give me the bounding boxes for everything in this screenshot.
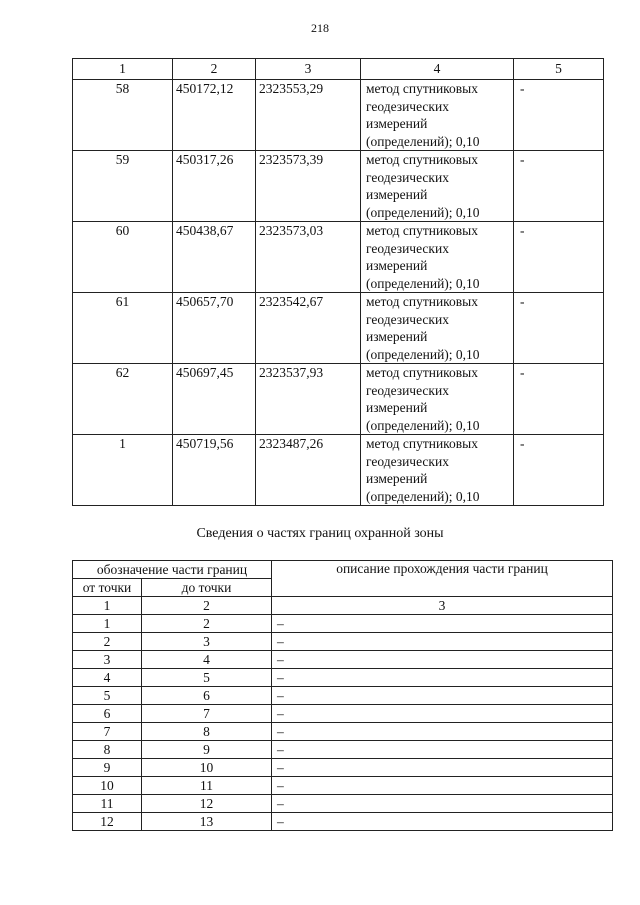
- table-row: [73, 777, 613, 795]
- method-line: метод спутниковых: [366, 81, 478, 96]
- point-number: 62: [73, 364, 173, 435]
- column-number: 2: [142, 597, 272, 615]
- to-point: 9: [142, 741, 272, 759]
- method-line: измерений: [366, 471, 428, 486]
- note: -: [514, 80, 604, 151]
- to-point: 6: [142, 687, 272, 705]
- method-line: измерений: [366, 400, 428, 415]
- from-point: 11: [73, 795, 142, 813]
- point-number: 1: [73, 435, 173, 506]
- y-coordinate: 2323573,03: [256, 222, 361, 293]
- table-row: [73, 651, 613, 669]
- method-line: измерений: [366, 116, 428, 131]
- from-point: 1: [73, 615, 142, 633]
- column-number: 1: [73, 59, 173, 80]
- from-point: 4: [73, 669, 142, 687]
- determination-method: [361, 293, 514, 364]
- part-description: –: [272, 813, 613, 831]
- y-coordinate: 2323537,93: [256, 364, 361, 435]
- point-number: 59: [73, 151, 173, 222]
- point-number: 61: [73, 293, 173, 364]
- part-description: –: [272, 759, 613, 777]
- y-coordinate: 2323553,29: [256, 80, 361, 151]
- column-number: 4: [361, 59, 514, 80]
- from-point: 6: [73, 705, 142, 723]
- method-line: геодезических: [366, 382, 449, 398]
- table-row: [73, 80, 604, 151]
- y-coordinate: 2323573,39: [256, 151, 361, 222]
- method-line: геодезических: [366, 98, 449, 114]
- method-line: метод спутниковых: [366, 223, 478, 238]
- method-line: геодезических: [366, 453, 449, 469]
- table-row: [73, 813, 613, 831]
- part-description: –: [272, 777, 613, 795]
- note: -: [514, 435, 604, 506]
- table-row: [73, 669, 613, 687]
- method-line: метод спутниковых: [366, 365, 478, 380]
- determination-method: [361, 364, 514, 435]
- from-point: 12: [73, 813, 142, 831]
- part-description: –: [272, 669, 613, 687]
- method-line: метод спутниковых: [366, 294, 478, 309]
- table-row: [73, 687, 613, 705]
- part-description: –: [272, 633, 613, 651]
- to-point: 4: [142, 651, 272, 669]
- from-point: 10: [73, 777, 142, 795]
- method-line: геодезических: [366, 240, 449, 256]
- determination-method: [361, 222, 514, 293]
- method-line: (определений); 0,10: [366, 488, 480, 504]
- table-row: [73, 723, 613, 741]
- part-description: –: [272, 795, 613, 813]
- column-number: 3: [256, 59, 361, 80]
- column-number: 3: [272, 597, 613, 615]
- coordinates-header-row: [73, 59, 604, 80]
- coordinates-table: [72, 58, 604, 506]
- method-line: метод спутниковых: [366, 152, 478, 167]
- from-point: 5: [73, 687, 142, 705]
- method-line: (определений); 0,10: [366, 133, 480, 149]
- parts-header-row: [73, 561, 613, 579]
- note: -: [514, 293, 604, 364]
- section-title: Сведения о частях границ охранной зоны: [196, 526, 444, 541]
- part-description: –: [272, 741, 613, 759]
- table-row: [73, 151, 604, 222]
- table-row: [73, 364, 604, 435]
- to-point: 10: [142, 759, 272, 777]
- point-number: 58: [73, 80, 173, 151]
- method-line: (определений); 0,10: [366, 204, 480, 220]
- to-point: 8: [142, 723, 272, 741]
- to-point: 5: [142, 669, 272, 687]
- determination-method: [361, 151, 514, 222]
- header-to-point: до точки: [142, 579, 272, 597]
- parts-column-numbers-row: [73, 597, 613, 615]
- table-row: [73, 293, 604, 364]
- method-line: метод спутниковых: [366, 436, 478, 451]
- y-coordinate: 2323542,67: [256, 293, 361, 364]
- part-description: –: [272, 651, 613, 669]
- table-row: [73, 435, 604, 506]
- column-number: 1: [73, 597, 142, 615]
- x-coordinate: 450438,67: [173, 222, 256, 293]
- y-coordinate: 2323487,26: [256, 435, 361, 506]
- table-row: [73, 615, 613, 633]
- determination-method: [361, 80, 514, 151]
- from-point: 2: [73, 633, 142, 651]
- boundary-parts-table: [72, 560, 613, 831]
- to-point: 12: [142, 795, 272, 813]
- note: -: [514, 151, 604, 222]
- table-row: [73, 222, 604, 293]
- to-point: 3: [142, 633, 272, 651]
- note: -: [514, 364, 604, 435]
- to-point: 7: [142, 705, 272, 723]
- table-row: [73, 795, 613, 813]
- method-line: измерений: [366, 187, 428, 202]
- part-description: –: [272, 723, 613, 741]
- to-point: 11: [142, 777, 272, 795]
- column-number: 5: [514, 59, 604, 80]
- part-description: –: [272, 615, 613, 633]
- to-point: 13: [142, 813, 272, 831]
- header-description: описание прохождения части границ: [272, 561, 613, 597]
- point-number: 60: [73, 222, 173, 293]
- column-number: 2: [173, 59, 256, 80]
- x-coordinate: 450657,70: [173, 293, 256, 364]
- page-number: 218: [311, 21, 329, 35]
- table-row: [73, 741, 613, 759]
- from-point: 9: [73, 759, 142, 777]
- method-line: (определений); 0,10: [366, 417, 480, 433]
- header-boundary-designation: обозначение части границ: [73, 561, 272, 579]
- table-row: [73, 633, 613, 651]
- method-line: (определений); 0,10: [366, 346, 480, 362]
- determination-method: [361, 435, 514, 506]
- from-point: 7: [73, 723, 142, 741]
- x-coordinate: 450317,26: [173, 151, 256, 222]
- x-coordinate: 450172,12: [173, 80, 256, 151]
- part-description: –: [272, 687, 613, 705]
- header-from-point: от точки: [73, 579, 142, 597]
- table-row: [73, 705, 613, 723]
- method-line: геодезических: [366, 169, 449, 185]
- method-line: измерений: [366, 258, 428, 273]
- part-description: –: [272, 705, 613, 723]
- method-line: геодезических: [366, 311, 449, 327]
- table-row: [73, 759, 613, 777]
- from-point: 8: [73, 741, 142, 759]
- x-coordinate: 450719,56: [173, 435, 256, 506]
- to-point: 2: [142, 615, 272, 633]
- from-point: 3: [73, 651, 142, 669]
- note: -: [514, 222, 604, 293]
- method-line: измерений: [366, 329, 428, 344]
- method-line: (определений); 0,10: [366, 275, 480, 291]
- x-coordinate: 450697,45: [173, 364, 256, 435]
